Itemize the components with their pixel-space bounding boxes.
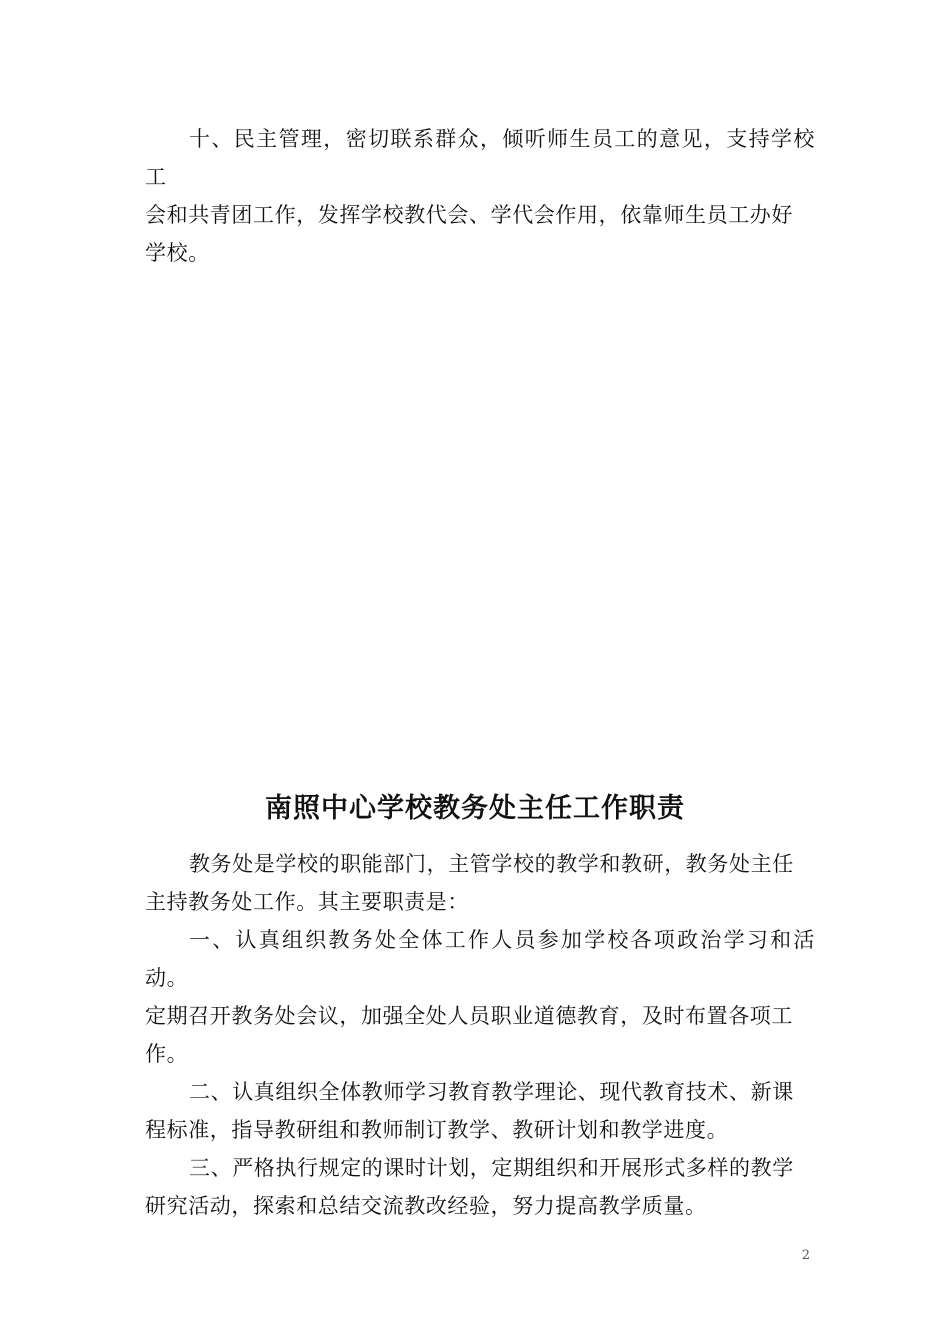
text-line: 程标准，指导教研组和教师制订教学、教研计划和教学进度。 — [145, 1118, 729, 1142]
text-line: 主持教务处工作。其主要职责是： — [145, 890, 469, 914]
text-line: 教务处是学校的职能部门，主管学校的教学和教研，教务处主任 — [189, 852, 794, 876]
paragraph-item-ten — [145, 120, 815, 272]
duty-item-three — [145, 1149, 815, 1225]
text-line: 二、认真组织全体教师学习教育教学理论、现代教育技术、新课 — [189, 1080, 794, 1104]
section-title: 南照中心学校教务处主任工作职责 — [265, 793, 685, 824]
text-line: 作。 — [145, 1042, 189, 1066]
section-body — [145, 845, 815, 1225]
duty-item-two — [145, 1073, 815, 1149]
text-line: 三、严格执行规定的课时计划，定期组织和开展形式多样的教学 — [189, 1156, 794, 1180]
text-line: 定期召开教务处会议，加强全处人员职业道德教育，及时布置各项工 — [145, 1004, 793, 1028]
text-line: 学校。 — [145, 241, 210, 265]
text-line: 会和共青团工作，发挥学校教代会、学代会作用，依靠师生员工办好 — [145, 203, 793, 227]
intro-paragraph — [145, 845, 815, 921]
duty-item-one — [145, 921, 815, 1073]
text-line: 研究活动，探索和总结交流教改经验，努力提高教学质量。 — [145, 1194, 707, 1218]
text-line: 一、认真组织教务处全体工作人员参加学校各项政治学习和活动。 — [145, 928, 815, 990]
continued-paragraph-block — [145, 120, 815, 272]
page-number: 2 — [801, 1248, 810, 1263]
text-line: 十、民主管理，密切联系群众，倾听师生员工的意见，支持学校工 — [145, 127, 815, 189]
